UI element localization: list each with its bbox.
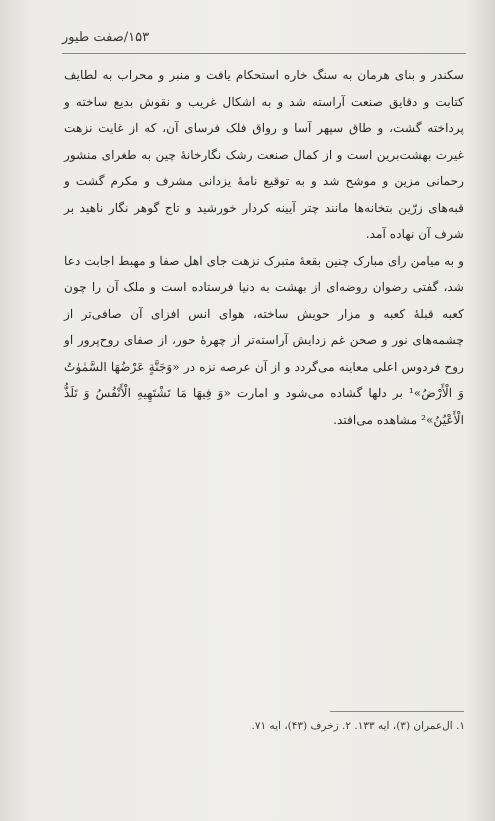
footnote-divider — [330, 711, 464, 712]
running-header: ۱۵۳/صفت طیور — [62, 30, 150, 45]
header-divider — [62, 53, 466, 54]
body-text — [64, 62, 464, 433]
paragraph-2: و به میامن رای مبارک چنین بقعهٔ متبرک نزهت جای اهل صفا و مهبط اجابت دعا شد، گفتی رضوان روضه‌ای از بهشت به دنیا فرستاده است و ملک آن را چون کعبه قبلهٔ کعبه و مزار حویش ساخته، هوای انس افزای آن صافی‌تر از چشمه‌های نور و صحن غم زدایش آراسته‌تر از چهرهٔ حور، از صفای روح‌پرور او روح فردوس اعلی معاینه می‌گردد و از آن عرصه نزه در «وَجَنَّةٍ عَرْضُهَا السَّمٰوٰتُ وَ الْأَرْضُ»¹ بر دلها گشاده می‌شود و امارت «وَ فِيهَا مَا تَشْتَهِيهِ الْأَنْفُسُ وَ تَلَذُّ الْأَعْيُنُ»² مشاهده می‌افتد. — [64, 253, 464, 427]
paragraph-1: سکندر و بنای هرمان به سنگ خاره استحکام یافت و منبر و محراب به لطایف کتابت و دقایق صنعت آراسته شد و به اشکال غریب و نقوش بدیع ساخته و پرداخته گشت، و طاق سپهر آسا و رواق فلک فرسای آن، که از غایت نزهت غیرت بهشت‌برین است و از کمال صنعت رشک نگارخانهٔ چین به طغرای منشور رحمانی مزین و موشح شد و به توقیع نامهٔ یزدانی مشرف و مکرم گشت و قبه‌های زرّین بتخانه‌ها مانند چتر آیینه کردار خورشید و تاج گوهر نگار ناهید بر شرف آن نهاده آمد. — [64, 68, 464, 241]
footnotes: ۱. آل‌عمران (۳)، آیه ۱۳۳. ۲. زخرف (۴۳)، آیه ۷۱. — [251, 720, 465, 732]
